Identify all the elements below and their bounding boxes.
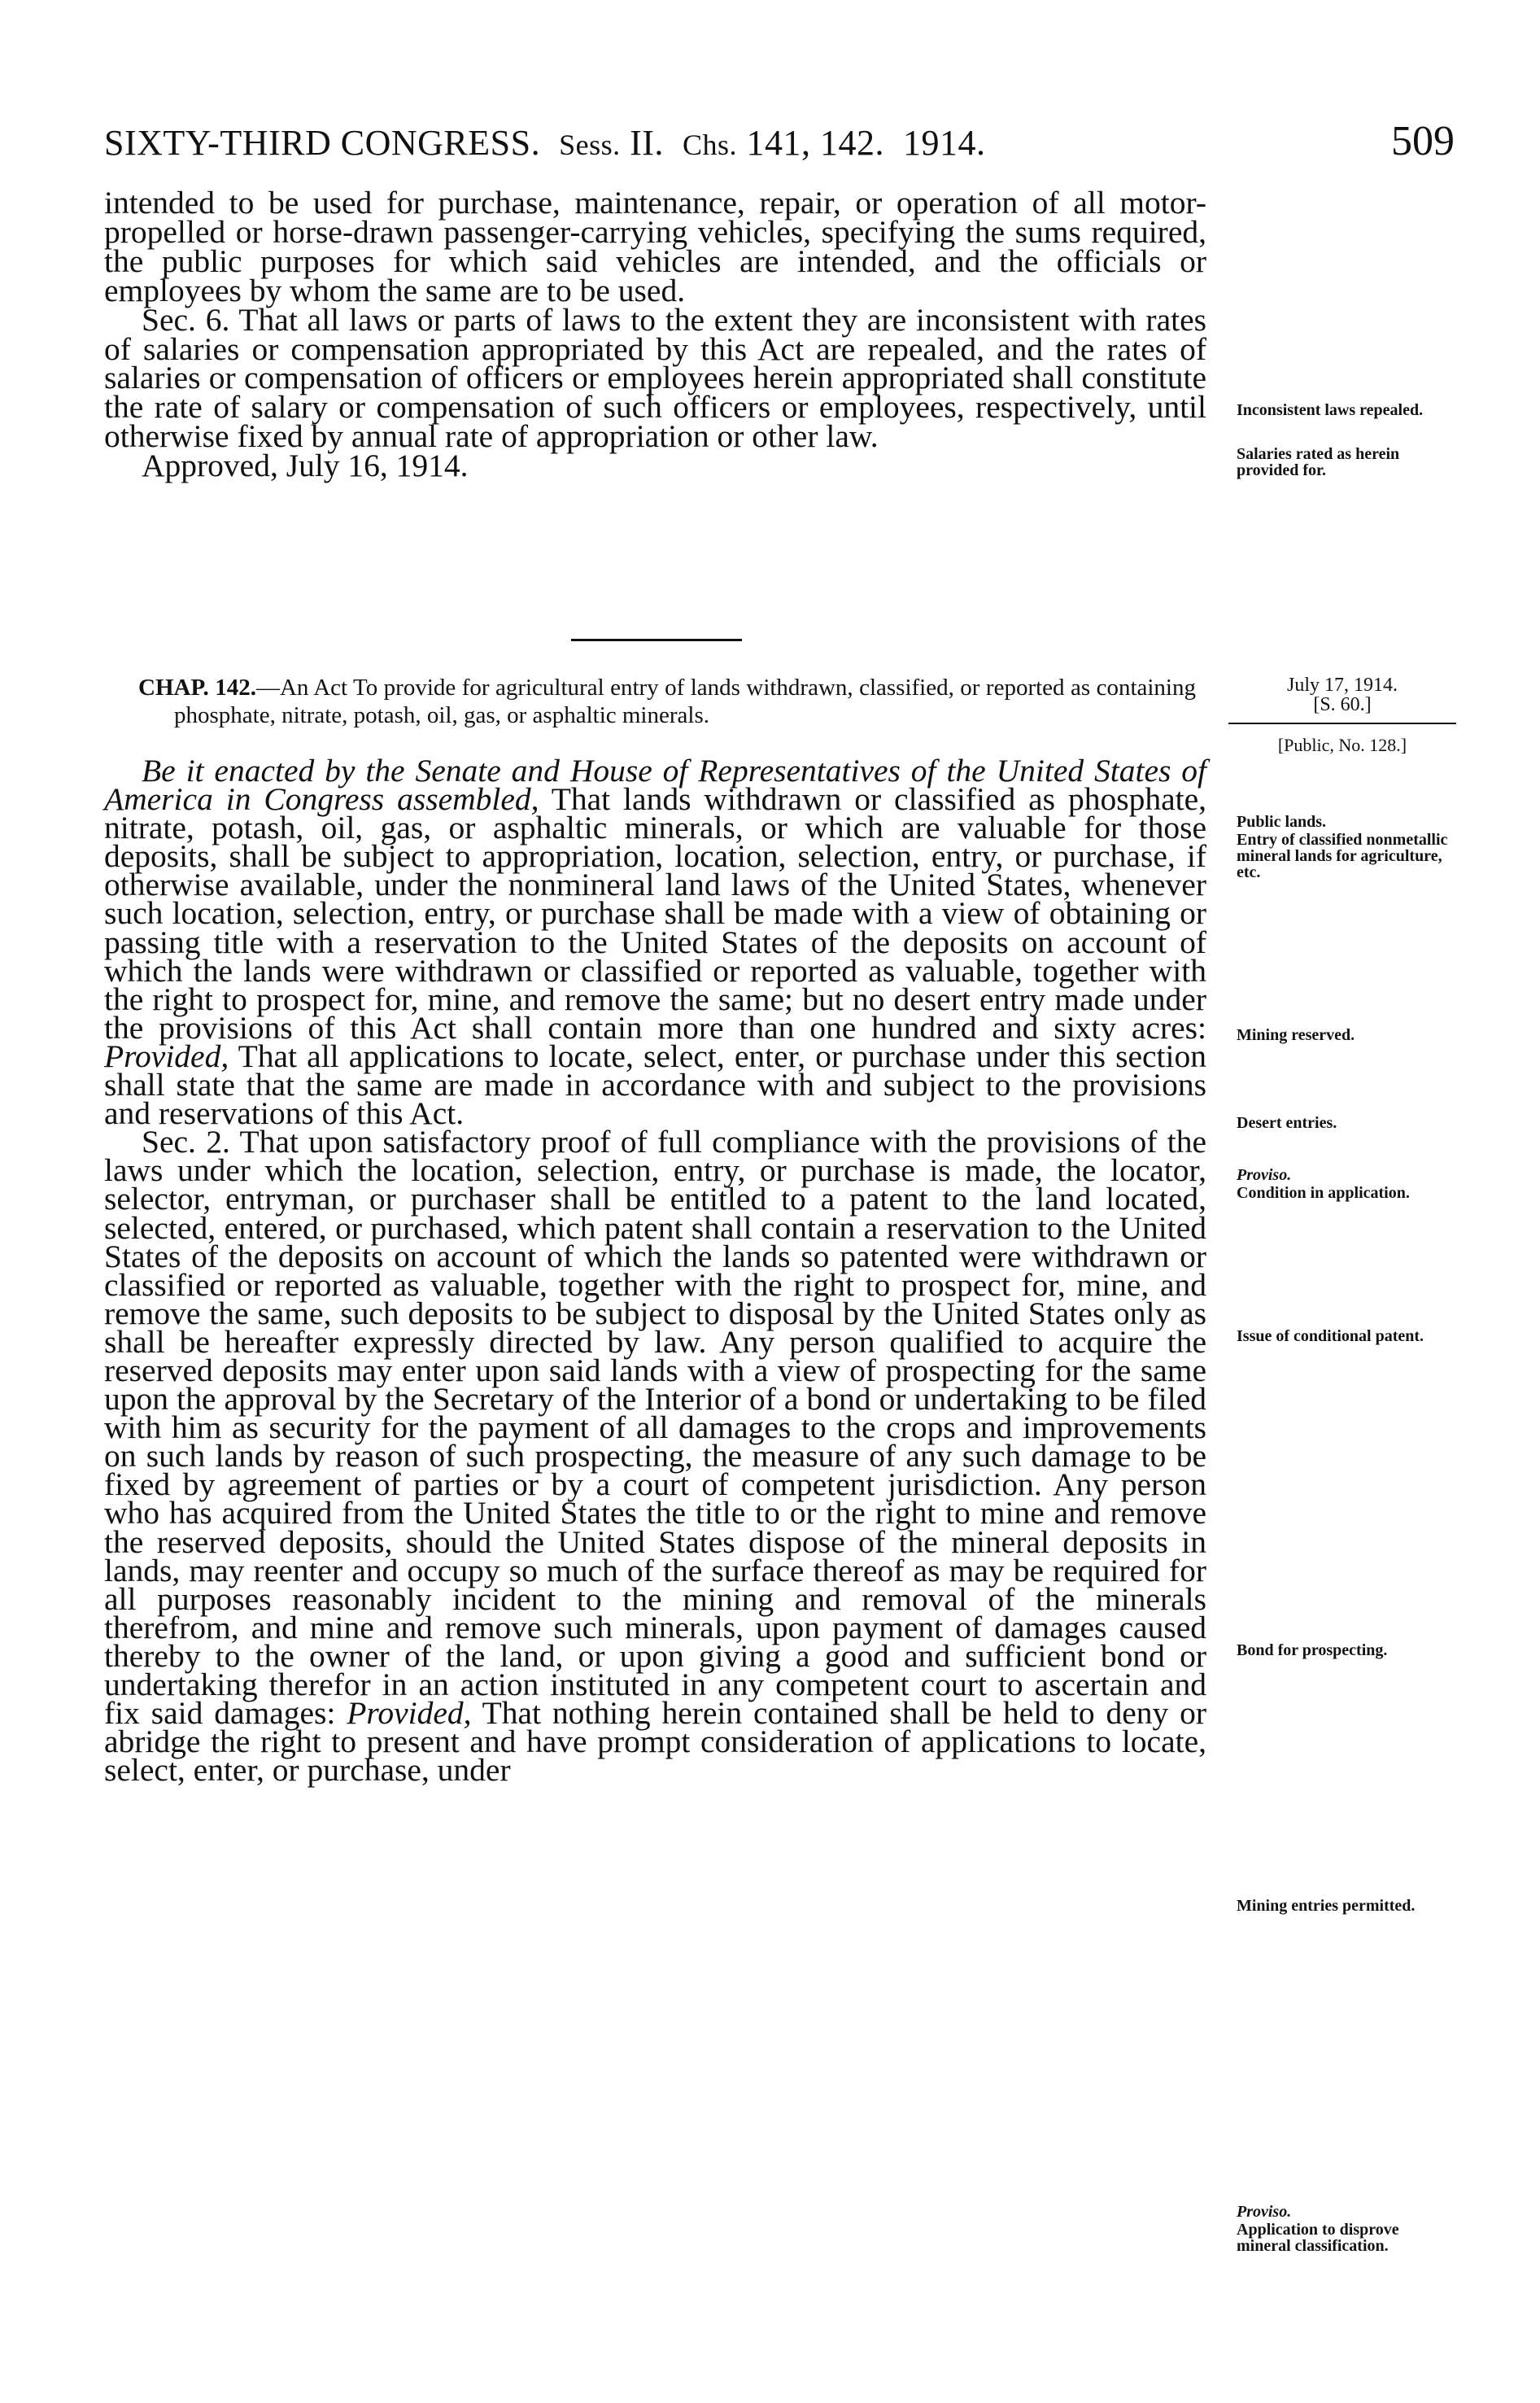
section-2-proviso: That nothing herein contained shall be held to deny or abridge the right to present and have prompt consideration of applications to locate, select, enter, or purchase, under xyxy=(104,1695,1207,1789)
section-divider xyxy=(571,639,742,641)
section-1 xyxy=(104,753,1206,1132)
proviso-word-1: Provided, xyxy=(104,1038,229,1074)
proviso-label-1: Proviso. xyxy=(1237,1166,1292,1184)
page-number: 509 xyxy=(1391,118,1455,164)
chapter-title: —An Act To provide for agricultural entry of lands withdrawn, classified, or reported as containing phosphate, nitrate, potash, oil, gas, or asphaltic minerals. xyxy=(174,675,1196,728)
margin-note-bond: Bond for prospecting. xyxy=(1237,1641,1388,1659)
date-box xyxy=(1228,675,1456,755)
approval-line: Approved, July 16, 1914. xyxy=(142,448,469,484)
act-body xyxy=(104,753,1207,1789)
section-2 xyxy=(104,1124,1207,1789)
chapters-value: 141, 142. xyxy=(746,123,884,163)
header-year: 1914. xyxy=(902,123,986,163)
margin-note-application: Application to disprove mineral classification. xyxy=(1237,2221,1399,2255)
running-title xyxy=(104,122,985,164)
margin-note-proviso-1 xyxy=(1237,1167,1456,1183)
continuation-text xyxy=(104,185,1206,484)
margin-note-salaries: Salaries rated as herein provided for. xyxy=(1237,445,1400,479)
section-1-proviso: That all applications to locate, select, enter, or purchase under this section shall state that the same are made in accordance with and subject to the provisions and reservations of this Act. xyxy=(104,1038,1206,1132)
enacting-clause: Be it enacted by the Senate and House of Representatives of the United States of America in Congress assembled, xyxy=(104,753,1206,818)
margin-note-mining-reserved: Mining reserved. xyxy=(1237,1026,1355,1044)
senate-bill: [S. 60.] xyxy=(1313,694,1372,715)
enactment-date: July 17, 1914. xyxy=(1286,675,1398,696)
chapter-number: CHAP. 142. xyxy=(138,675,256,701)
session-value: II. xyxy=(630,123,664,163)
margin-note-entry-classified: Entry of classified nonmetallic mineral lands for agriculture, etc. xyxy=(1237,831,1448,881)
congress-label: SIXTY-THIRD CONGRESS. xyxy=(104,123,541,163)
running-header xyxy=(104,118,1455,179)
margin-note-public-lands: Public lands. xyxy=(1237,813,1327,831)
paragraph-continued: intended to be used for purchase, maintenance, repair, or operation of all motor-propelled or horse-drawn passenger-carrying vehicles, specifying the sums required, the public purposes for which said vehicles are intended, and the officials or employees by whom the same are to be used. xyxy=(104,185,1206,308)
margin-note-issue-patent: Issue of conditional patent. xyxy=(1237,1327,1424,1345)
section-6: Sec. 6. That all laws or parts of laws to the extent they are inconsistent with rates of salaries or compensation appropriated by this Act are repealed, and the rates of salaries or compensation of officers or employees herein appropriated shall constitute the rate of salary or compensation of such officers or employees, respectively, until otherwise fixed by annual rate of appropriation or other law. xyxy=(104,301,1206,455)
section-1-text: That lands withdrawn or classified as phosphate, nitrate, potash, oil, gas, or asphaltic minerals, or which are valuable for those deposits, shall be subject to appropriation, location, selection, entry, or purchase, if otherwise available, under the nonmineral land laws of the United States, whenever such location, selection, entry, or purchase shall be made with a view of obtaining or passing title with a reservation to the United States of the deposits on account of which the lands were withdrawn or classified or reported as valuable, together with the right to prospect for, mine, and remove the same; but no desert entry made under the provisions of this Act shall contain more than one hundred and sixty acres: xyxy=(104,781,1206,1046)
session-label: Sess. xyxy=(559,129,621,161)
chapters-label: Chs. xyxy=(682,129,737,161)
proviso-label-2: Proviso. xyxy=(1237,2203,1292,2221)
margin-note-inconsistent: Inconsistent laws repealed. xyxy=(1237,401,1424,419)
margin-note-proviso-2 xyxy=(1237,2204,1456,2220)
margin-note-condition: Condition in application. xyxy=(1237,1184,1410,1202)
chapter-heading xyxy=(138,674,1196,729)
margin-note-mining-entries: Mining entries permitted. xyxy=(1237,1897,1416,1915)
proviso-word-2: Provided, xyxy=(347,1695,472,1732)
margin-note-desert-entries: Desert entries. xyxy=(1237,1114,1337,1132)
public-law-number: [Public, No. 128.] xyxy=(1228,723,1456,755)
section-2-text: Sec. 2. That upon satisfactory proof of full compliance with the provisions of the laws under which the location, selection, entry, or purchase is made, the locator, selector, entryman, or purchaser shall be entitled to a patent to the land located, selected, entered, or purchased, which patent shall contain a reservation to the United States of the deposits on account of which the lands so patented were withdrawn or classified or reported as valuable, together with the right to prospect for, mine, and remove the same, such deposits to be subject to disposal by the United States only as shall be hereafter expressly directed by law. Any person qualified to acquire the reserved deposits may enter upon said lands with a view of prospecting for the same upon the approval by the Secretary of the Interior of a bond or undertaking to be filed with him as security for the payment of all damages to the crops and improvements on such lands by reason of such prospecting, the measure of any such damage to be fixed by agreement of parties or by a court of competent jurisdiction. Any person who has acquired from the United States the title to or the right to mine and remove the reserved deposits, should the United States dispose of the mineral deposits in lands, may reenter and occupy so much of the surface thereof as may be required for all purposes reasonably incident to the mining and removal of the minerals therefrom, and mine and remove such minerals, upon payment of damages caused thereby to the owner of the land, or upon giving a good and sufficient bond or undertaking therefor in an action instituted in any competent court to ascertain and fix said damages: xyxy=(104,1124,1206,1732)
